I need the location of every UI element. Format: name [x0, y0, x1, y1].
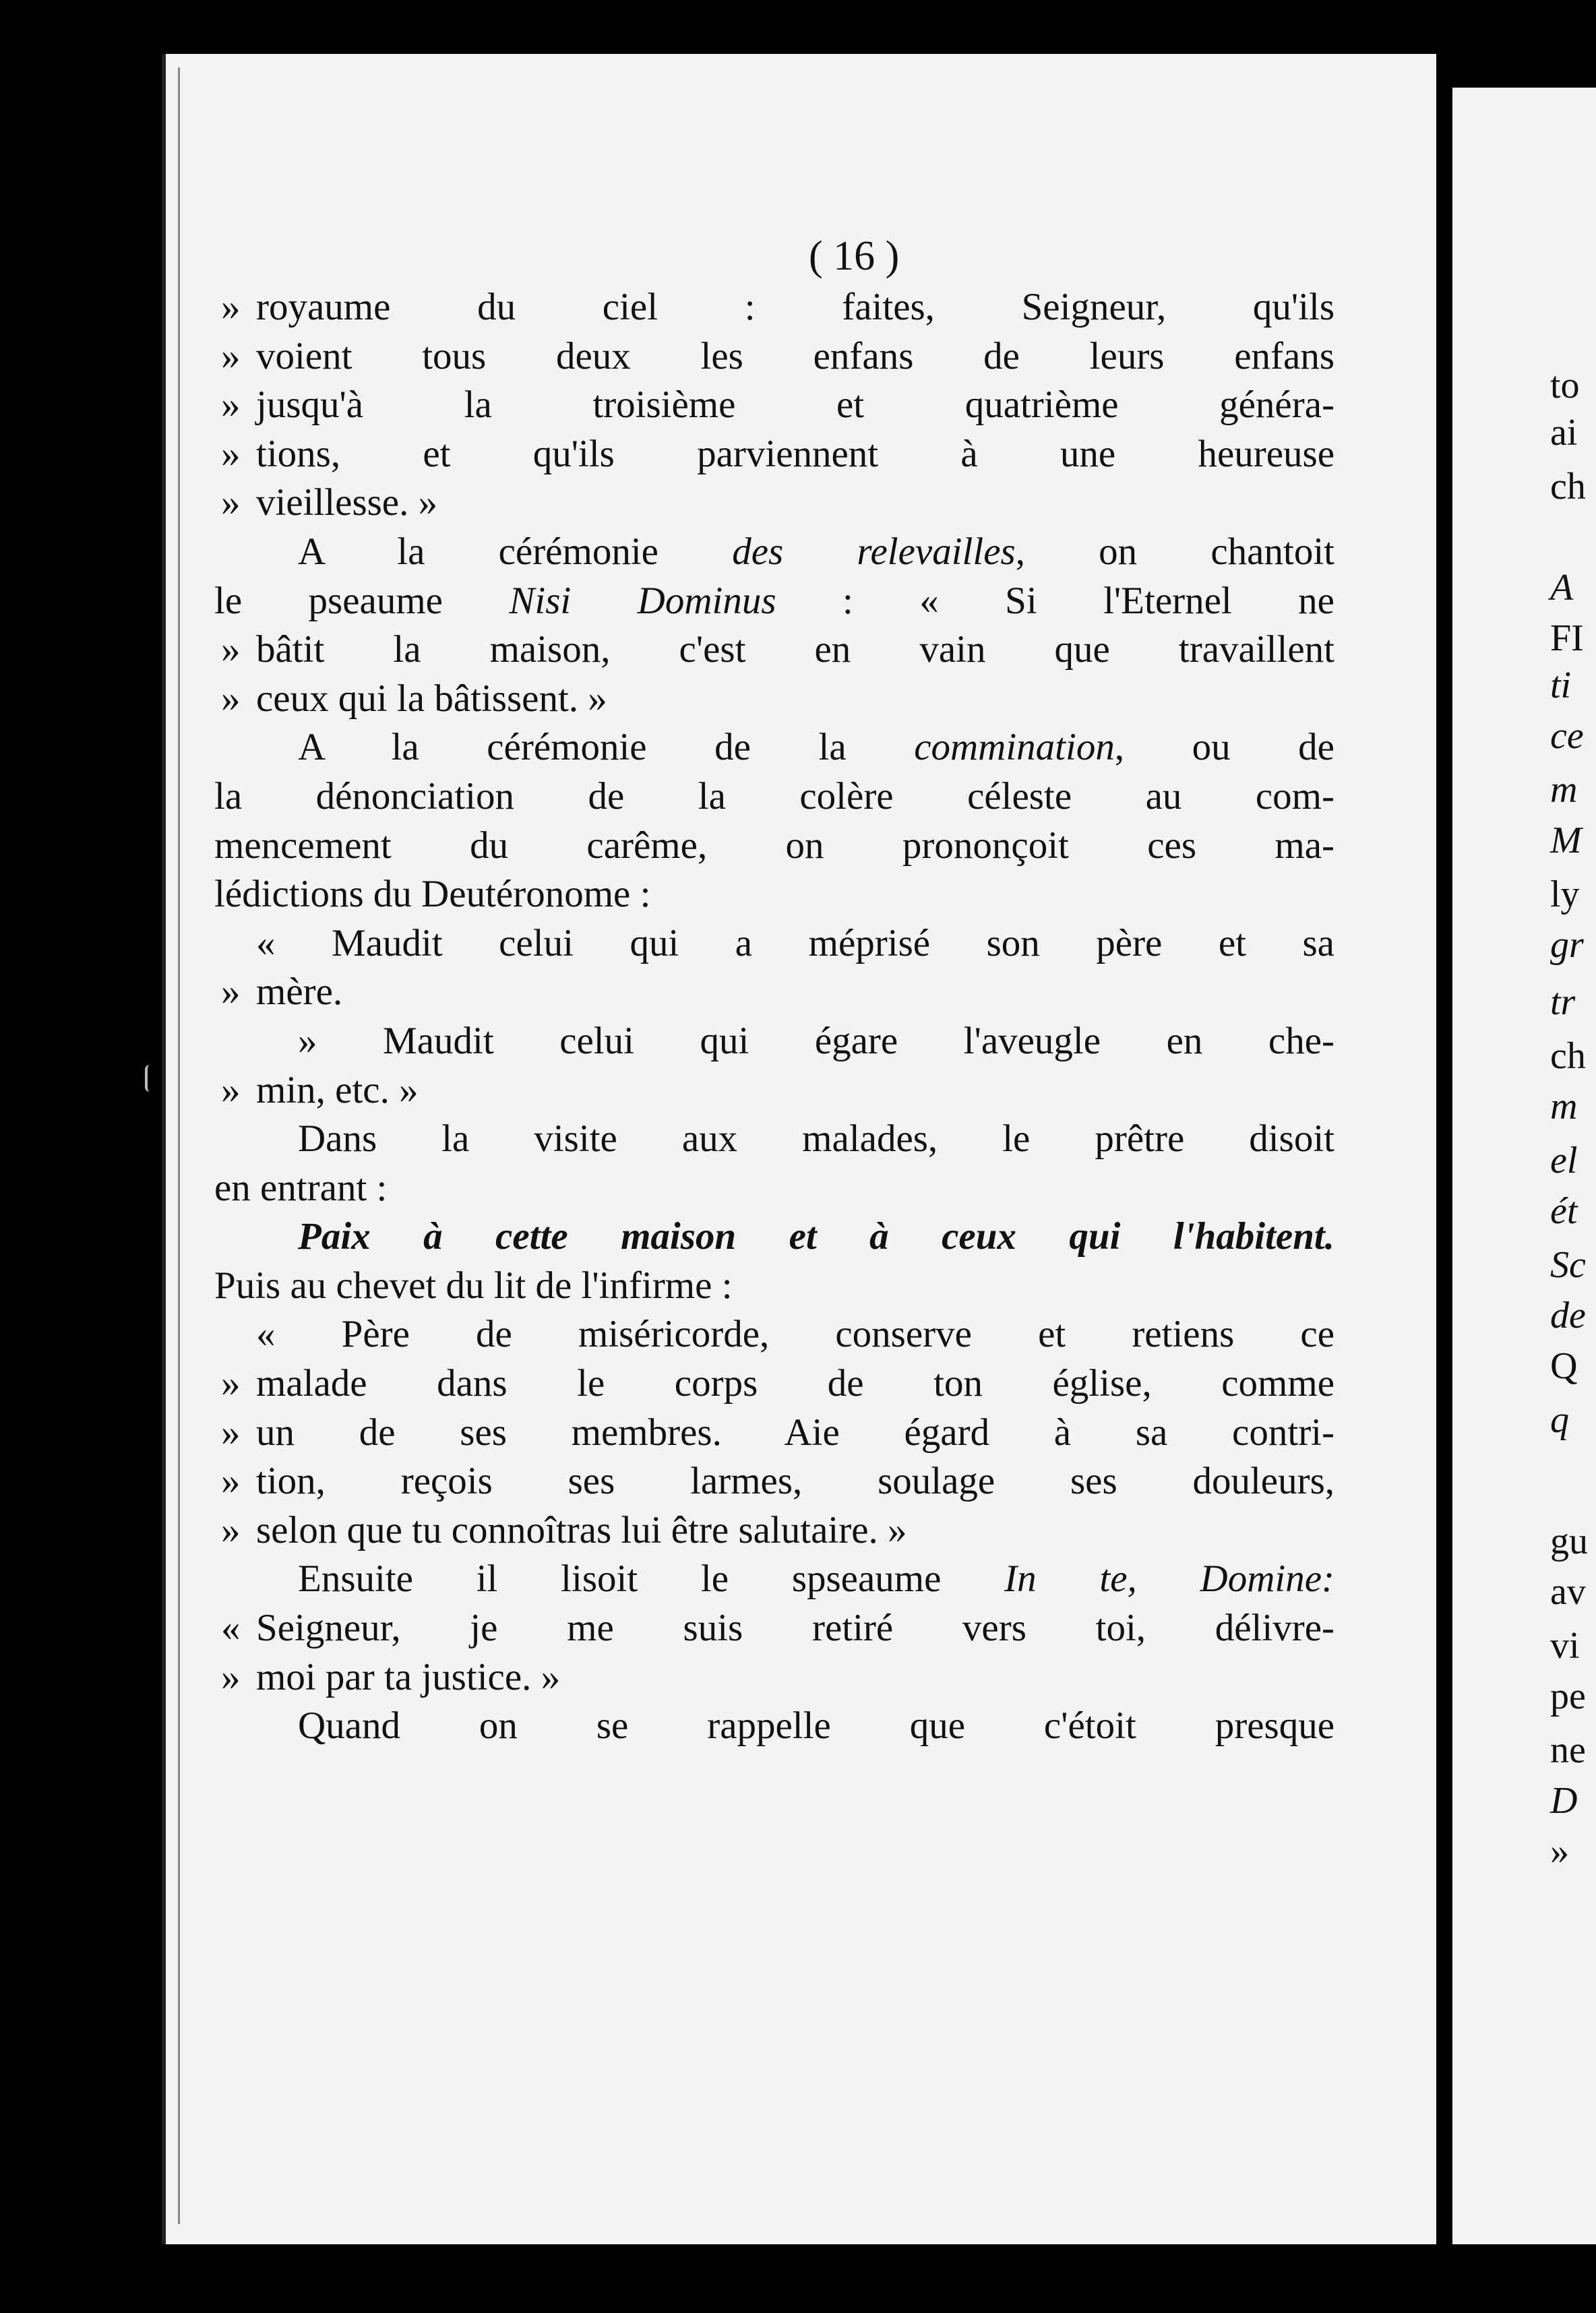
- quote-mark: »: [221, 1508, 241, 1551]
- text-line: [256, 1555, 1334, 1604]
- line-text: [256, 1409, 1334, 1458]
- line-prefix: Ensuite il lisoit le spseaume: [298, 1558, 1005, 1601]
- quote-mark: »: [221, 481, 241, 524]
- line-content: en entrant :: [214, 1166, 388, 1209]
- right-page-fragment: el: [1550, 1140, 1578, 1181]
- text-line: [256, 1212, 1334, 1262]
- line-content: mère.: [256, 970, 343, 1014]
- right-page-fragment: m: [1550, 1086, 1578, 1128]
- quote-mark: »: [221, 286, 241, 328]
- text-line: [256, 1310, 1334, 1359]
- text-line: [221, 968, 1334, 1017]
- text-line: [256, 1017, 1334, 1066]
- line-text: [214, 772, 1334, 822]
- text-line: [221, 625, 1334, 675]
- text-line: [221, 430, 1334, 479]
- right-page-fragment: ly: [1550, 873, 1580, 915]
- italic-phrase: des relevailles: [732, 530, 1016, 573]
- right-page-fragment: gr: [1550, 924, 1584, 966]
- right-page-fragment: vi: [1550, 1625, 1580, 1667]
- quote-mark: »: [221, 1411, 241, 1454]
- line-text: [298, 1212, 1334, 1262]
- right-page-fragment: A: [1550, 567, 1574, 609]
- line-text: [214, 822, 1334, 871]
- right-page-fragment: ce: [1550, 715, 1584, 757]
- text-line: [221, 1457, 1334, 1506]
- line-content: min, etc. »: [256, 1068, 419, 1111]
- quote-mark: »: [221, 1068, 241, 1111]
- line-suffix: , ou de: [1114, 726, 1334, 769]
- quote-mark: »: [221, 1655, 241, 1698]
- line-text: [256, 332, 1334, 381]
- text-line: [221, 1359, 1334, 1409]
- right-page-fragment: ti: [1550, 665, 1572, 706]
- line-content: la dénonciation de la colère céleste au com-: [214, 774, 1334, 818]
- line-text: [298, 1017, 1334, 1066]
- right-page-fragment: FI: [1550, 617, 1584, 659]
- line-content: jusqu'à la troisième et quatrième généra-: [256, 383, 1334, 427]
- text-line: [221, 1506, 1334, 1555]
- text-line: [221, 332, 1334, 381]
- quote-mark: »: [221, 677, 241, 720]
- line-text: [256, 1457, 1334, 1506]
- line-prefix: A la cérémonie de la: [298, 726, 915, 769]
- quote-mark: »: [221, 432, 241, 475]
- right-page-fragment: ch: [1550, 466, 1586, 507]
- line-text: [256, 625, 1334, 675]
- page-text: [214, 222, 1334, 1751]
- quote-mark: »: [221, 1460, 241, 1503]
- right-page-fragment: ch: [1550, 1035, 1586, 1077]
- line-suffix: , on chantoit: [1015, 530, 1334, 573]
- line-content: malade dans le corps de ton église, comme: [256, 1362, 1334, 1405]
- italic-phrase: commination: [914, 726, 1115, 769]
- italic-phrase: In te, Domine:: [1004, 1558, 1334, 1601]
- line-content: moi par ta justice. »: [256, 1655, 561, 1698]
- line-content: Puis au chevet du lit de l'infirme :: [214, 1264, 733, 1307]
- line-text: [298, 528, 1334, 577]
- line-text: [298, 1115, 1334, 1164]
- text-line: [221, 381, 1334, 430]
- text-line: [214, 577, 1334, 626]
- right-page-fragment: q: [1550, 1399, 1569, 1441]
- text-line: [214, 772, 1334, 822]
- text-line: [221, 675, 1334, 724]
- line-content: « Maudit celui qui a méprisé son père et sa: [256, 921, 1334, 964]
- line-suffix: : « Si l'Eternel ne: [776, 579, 1334, 622]
- text-line: [221, 283, 1334, 332]
- line-text: [214, 1262, 1334, 1311]
- line-text: [256, 381, 1334, 430]
- line-content: un de ses membres. Aie égard à sa contri-: [256, 1411, 1334, 1454]
- line-content: lédictions du Deutéronome :: [214, 873, 651, 916]
- page-number: ( 16 ): [809, 233, 900, 279]
- line-content: Quand on se rappelle que c'étoit presque: [298, 1704, 1334, 1748]
- line-content: » Maudit celui qui égare l'aveugle en che-: [298, 1019, 1334, 1062]
- line-content: vieillesse. »: [256, 481, 438, 524]
- right-page-fragment: Sc: [1550, 1244, 1586, 1286]
- text-line: [214, 1262, 1334, 1311]
- right-page-fragment: de: [1550, 1295, 1586, 1336]
- line-prefix: A la cérémonie: [298, 530, 733, 573]
- line-text: [256, 1604, 1334, 1653]
- line-text: [214, 577, 1334, 626]
- italic-phrase: Nisi Dominus: [509, 579, 776, 622]
- quote-mark: «: [221, 1607, 241, 1650]
- line-text: [214, 870, 1334, 919]
- line-text: [214, 1164, 1334, 1213]
- right-page-fragment: D: [1550, 1780, 1578, 1822]
- line-content: voient tous deux les enfans de leurs enfans: [256, 334, 1334, 377]
- line-text: [256, 479, 1334, 528]
- quote-mark: »: [221, 334, 241, 377]
- line-content: selon que tu connoîtras lui être salutaire. »: [256, 1508, 907, 1551]
- quote-mark: »: [221, 628, 241, 671]
- line-text: [256, 968, 1334, 1017]
- line-text: [256, 1506, 1334, 1555]
- right-page-fragment: M: [1550, 820, 1582, 861]
- line-prefix: le pseaume: [214, 579, 510, 622]
- margin-stain: [145, 1065, 154, 1092]
- right-page-fragment: Q: [1550, 1345, 1578, 1387]
- line-text: [256, 283, 1334, 332]
- line-content: royaume du ciel : faites, Seigneur, qu'ils: [256, 286, 1334, 328]
- text-line: [214, 870, 1334, 919]
- right-page-fragment: tr: [1550, 981, 1576, 1023]
- text-line: [256, 1115, 1334, 1164]
- italic-phrase: Paix à cette maison et à ceux qui l'habitent.: [298, 1215, 1334, 1258]
- right-page-fragment: ai: [1550, 412, 1578, 454]
- line-text: [256, 1653, 1334, 1702]
- line-text: [298, 1702, 1334, 1751]
- line-content: tions, et qu'ils parviennent à une heureuse: [256, 432, 1334, 475]
- text-line: [256, 528, 1334, 577]
- text-line: [221, 1604, 1334, 1653]
- right-page-fragment: »: [1550, 1830, 1569, 1872]
- right-page-fragment: pe: [1550, 1675, 1586, 1717]
- right-page-fragment: ne: [1550, 1729, 1586, 1771]
- line-content: ceux qui la bâtissent. »: [256, 677, 607, 720]
- line-text: [256, 1310, 1334, 1359]
- text-line: [221, 479, 1334, 528]
- quote-mark: »: [221, 383, 241, 427]
- line-content: Seigneur, je me suis retiré vers toi, délivre-: [256, 1607, 1334, 1650]
- line-content: « Père de miséricorde, conserve et retiens ce: [256, 1313, 1334, 1356]
- line-text: [256, 430, 1334, 479]
- right-page-fragment: gu: [1550, 1520, 1588, 1562]
- line-content: tion, reçois ses larmes, soulage ses douleurs,: [256, 1460, 1334, 1503]
- text-line: [221, 1409, 1334, 1458]
- line-text: [256, 675, 1334, 724]
- line-text: [298, 1555, 1334, 1604]
- line-text: [256, 919, 1334, 968]
- line-text: [256, 1359, 1334, 1409]
- text-line: [256, 723, 1334, 772]
- line-text: [256, 1066, 1334, 1115]
- right-page-fragment: av: [1550, 1571, 1586, 1613]
- right-page-fragment: m: [1550, 769, 1578, 811]
- text-line: [256, 919, 1334, 968]
- quote-mark: »: [221, 970, 241, 1014]
- text-line: [256, 1702, 1334, 1751]
- line-content: mencement du carême, on prononçoit ces ma-: [214, 824, 1334, 867]
- quote-mark: »: [221, 1362, 241, 1405]
- right-page-fragment: to: [1550, 365, 1580, 406]
- line-content: bâtit la maison, c'est en vain que travaillent: [256, 628, 1334, 671]
- text-line: [214, 822, 1334, 871]
- line-text: [298, 723, 1334, 772]
- line-content: Dans la visite aux malades, le prêtre disoit: [298, 1117, 1334, 1161]
- text-line: [214, 1164, 1334, 1213]
- text-line: [221, 1066, 1334, 1115]
- text-line: [221, 1653, 1334, 1702]
- right-page-fragment: ét: [1550, 1190, 1578, 1232]
